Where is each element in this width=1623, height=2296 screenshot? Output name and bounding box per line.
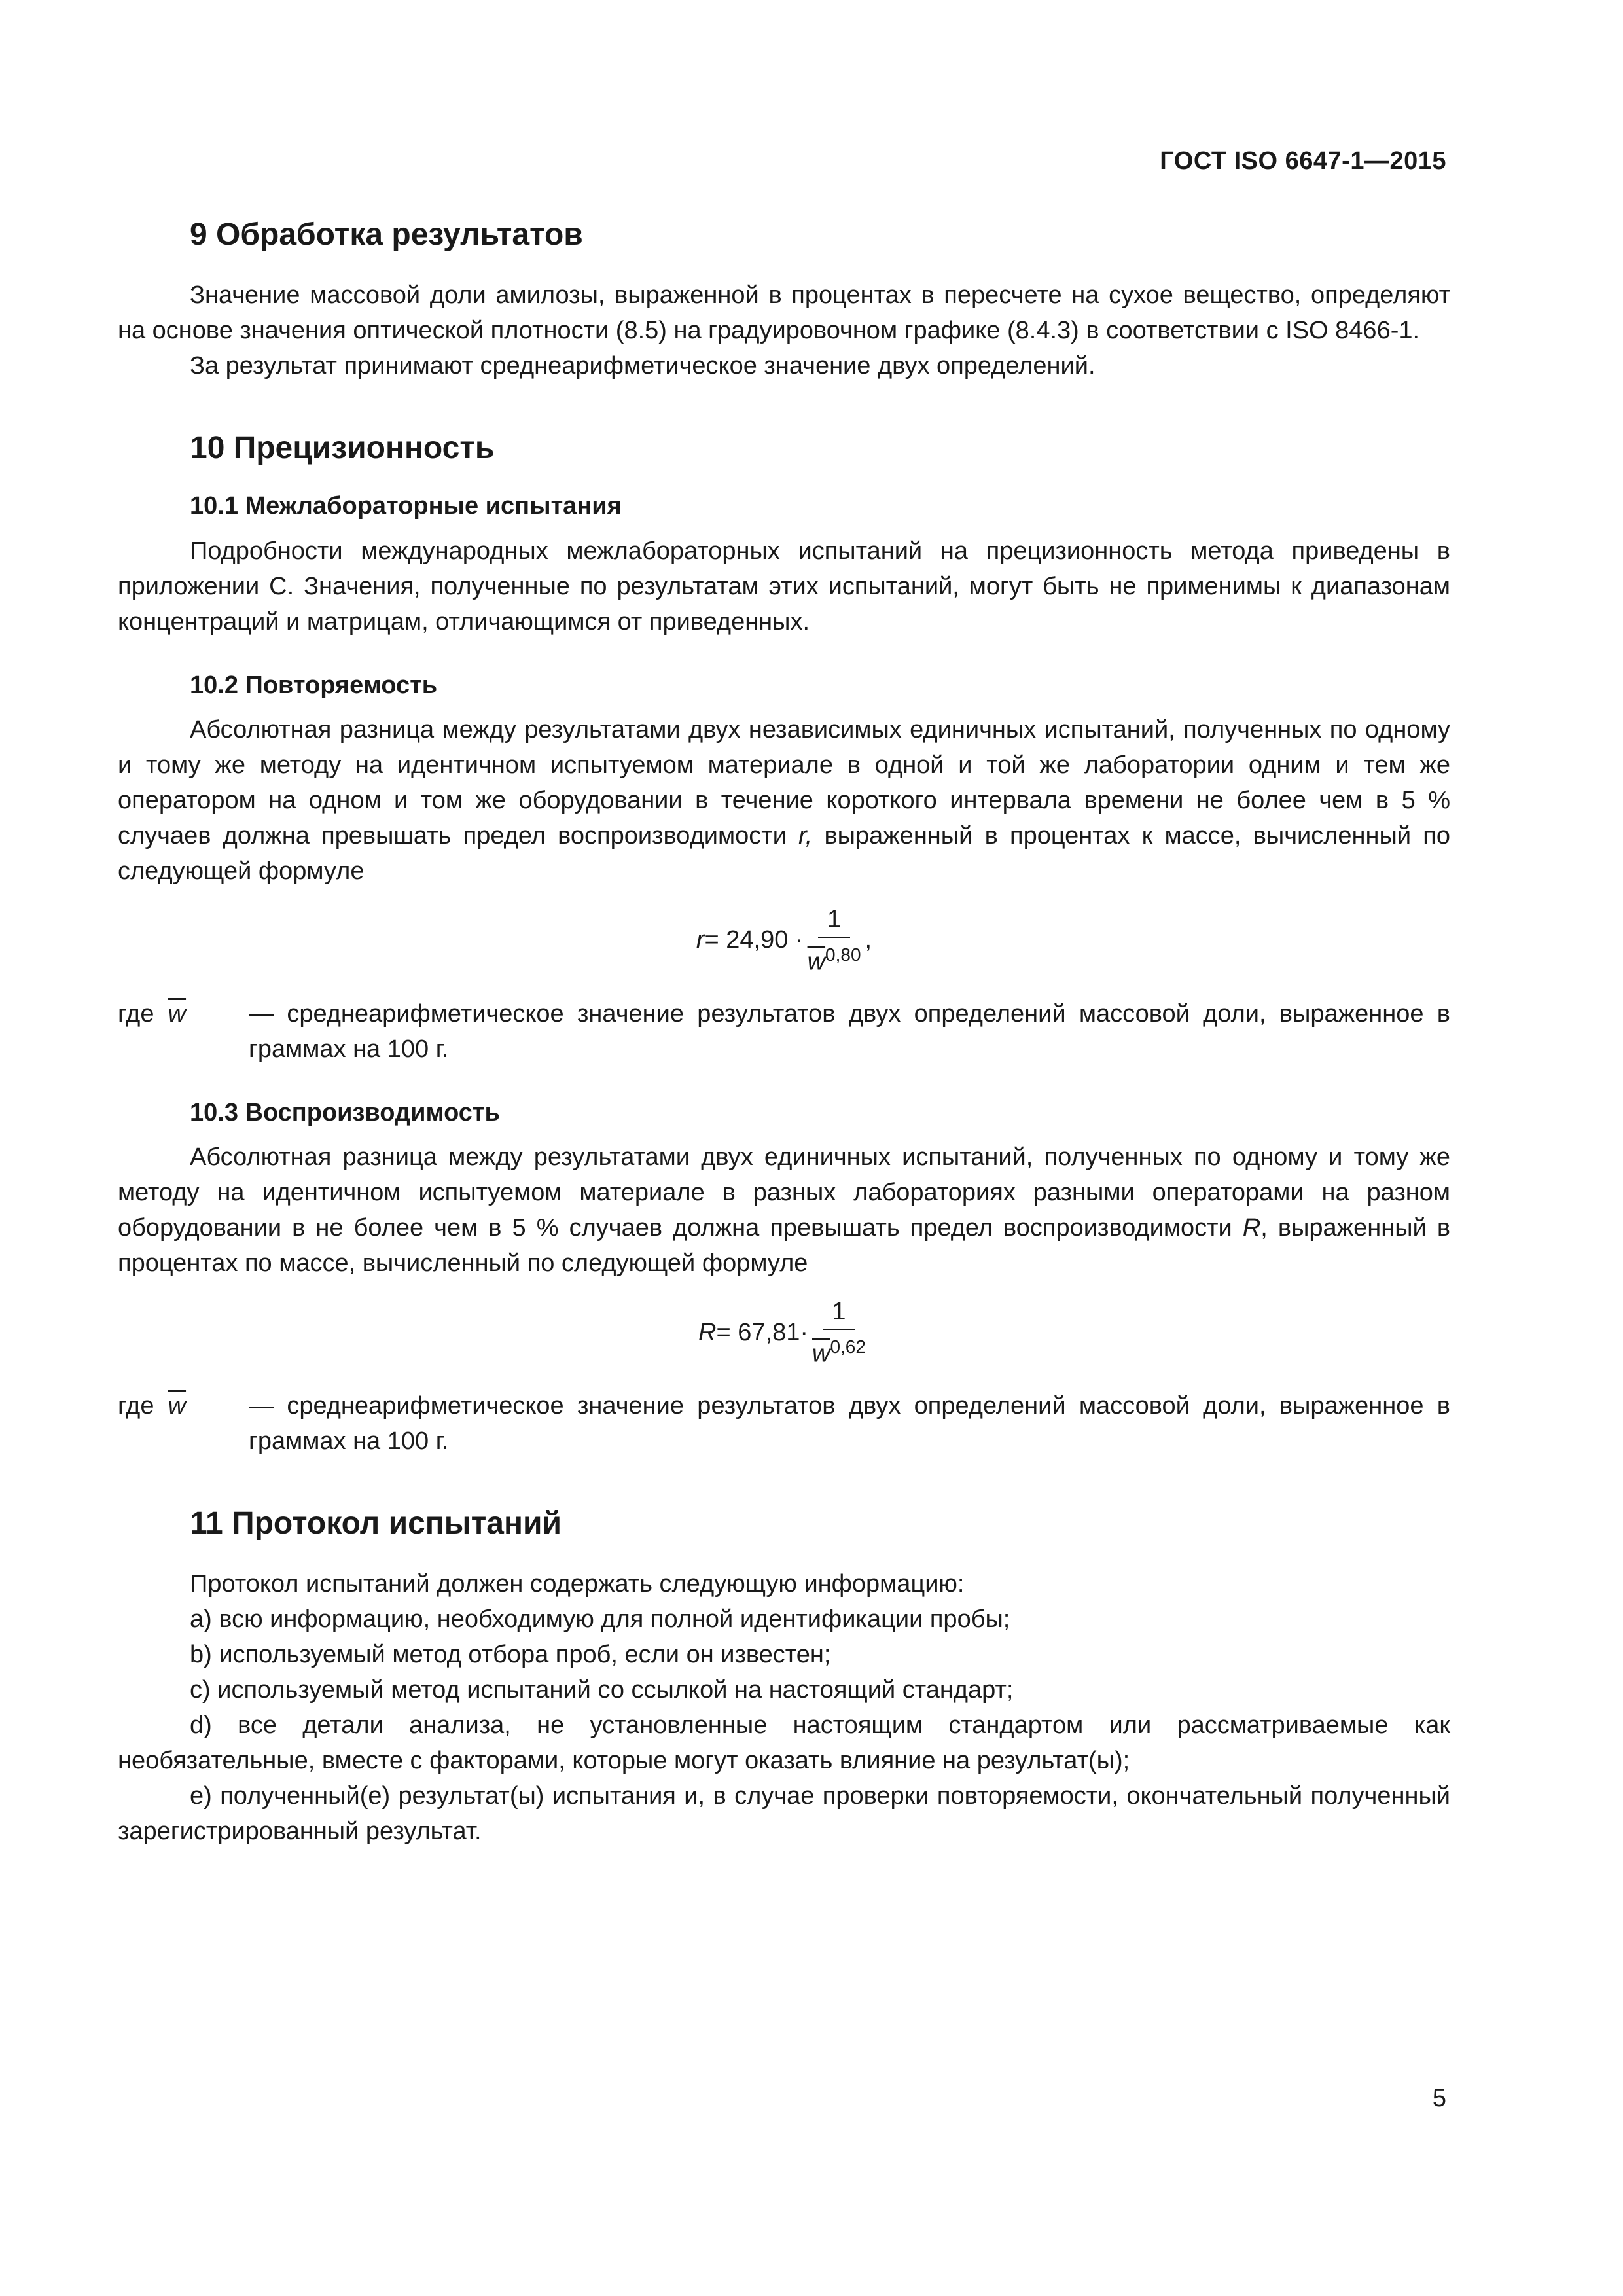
standard-code: ГОСТ ISO 6647-1—2015 (1160, 147, 1446, 175)
paragraph-text: Абсолютная разница между результатами двух единичных испытаний, полученных по одному и тому же методу на идентичном испытуемом материале в разных лабораториях разными операторами на разном оборудовании в не более чем в 5 % случаев должна превышать предел воспроизводимости (118, 1143, 1450, 1242)
paragraph-text: Абсолютная разница между результатами двух независимых единичных испытаний, полученных по одному и тому же методу на идентичном испытуемом материале в одной и той же лаборатории одним и тем же оператором на одном и том же оборудовании в течение короткого интервала времени не более чем в 5 % случаев должна превышать предел воспроизводимости (118, 715, 1450, 850)
formula-coefficient: = 24,90 · (704, 926, 804, 954)
section-10-2-paragraph (118, 712, 1450, 889)
paragraph-text: выраженный в процентах к массе, вычисленный по следующей формуле (118, 821, 1450, 885)
formula-tail: , (865, 926, 872, 954)
section-9-title: 9 Обработка результатов (190, 217, 583, 252)
where-definition: — среднеарифметическое значение результатов двух определений массовой доли, выраженное в граммах на 100 г. (249, 999, 1450, 1063)
formula-fraction (812, 1296, 866, 1370)
section-10-title: 10 Прецизионность (190, 430, 495, 465)
fraction-numerator: 1 (823, 1296, 855, 1330)
section-10-3-paragraph (118, 1139, 1450, 1281)
list-item: a) всю информацию, необходимую для полной идентификации пробы; (190, 1605, 1010, 1633)
where-label: где (118, 999, 154, 1028)
section-11-title: 11 Протокол испытаний (190, 1506, 562, 1541)
protocol-intro: Протокол испытаний должен содержать следующую информацию: (190, 1570, 965, 1598)
variable-R: R (1242, 1214, 1261, 1242)
formula-reproducibility (118, 1290, 1450, 1375)
list-item: d) все детали анализа, не установленные настоящим стандартом или рассматриваемые как необязательные, вместе с факторами, которые могут оказать влияние на результат(ы); (118, 1711, 1450, 1774)
formula-fraction (808, 904, 861, 978)
mean-w-symbol: $\overline{w}$ (807, 948, 826, 976)
where-clause-1 (118, 996, 1450, 1067)
section-10-1-paragraph: Подробности международных межлабораторных испытаний на прецизионность метода приведены в приложении С. Значения, полученные по результатам этих испытаний, могут быть не применимы к диапазонам концентраций и матрицам, отличающимся от приведенных. (118, 537, 1450, 636)
protocol-list (118, 1566, 1450, 1849)
section-10-2-title: 10.2 Повторяемость (190, 671, 438, 699)
formula-coefficient: = 67,81· (716, 1318, 808, 1346)
section-9-paragraph-1: Значение массовой доли амилозы, выраженной в процентах в пересчете на сухое вещество, определяют на основе значения оптической плотности (8.5) на градуировочном графике (8.4.3) в соответствии с ISO 8466-1. (118, 281, 1450, 344)
paragraph-text: , выраженный в процентах по массе, вычисленный по следующей формуле (118, 1214, 1451, 1278)
document-body (118, 216, 1450, 1849)
fraction-numerator: 1 (818, 904, 850, 938)
list-item: e) полученный(е) результат(ы) испытания и, в случае проверки повторяемости, окончательный полученный зарегистрированный результат. (118, 1782, 1450, 1845)
formula-repeatability (118, 898, 1450, 983)
section-9-paragraph-2: За результат принимают среднеарифметическое значение двух определений. (190, 351, 1096, 380)
list-item: c) используемый метод испытаний со ссылкой на настоящий стандарт; (190, 1676, 1014, 1704)
section-10-1-title: 10.1 Межлабораторные испытания (190, 492, 622, 520)
list-item: b) используемый метод отбора проб, если он известен; (190, 1640, 831, 1668)
mean-w-symbol: $\overline{w}$ (168, 999, 187, 1028)
exponent: 0,62 (830, 1336, 866, 1357)
exponent: 0,80 (825, 944, 861, 965)
where-clause-2 (118, 1388, 1450, 1459)
mean-w-symbol: $\overline{w}$ (812, 1340, 830, 1368)
page-number: 5 (1432, 2085, 1446, 2112)
section-10-3-title: 10.3 Воспроизводимость (190, 1098, 500, 1126)
fraction-denominator (808, 938, 861, 978)
formula-lhs: R (698, 1318, 717, 1346)
where-definition: — среднеарифметическое значение результатов двух определений массовой доли, выраженное в граммах на 100 г. (249, 1392, 1450, 1456)
where-label: где (118, 1392, 154, 1420)
fraction-denominator (812, 1330, 866, 1370)
variable-r: r, (798, 821, 813, 850)
mean-w-symbol: $\overline{w}$ (168, 1392, 187, 1420)
formula-lhs: r (696, 926, 705, 954)
